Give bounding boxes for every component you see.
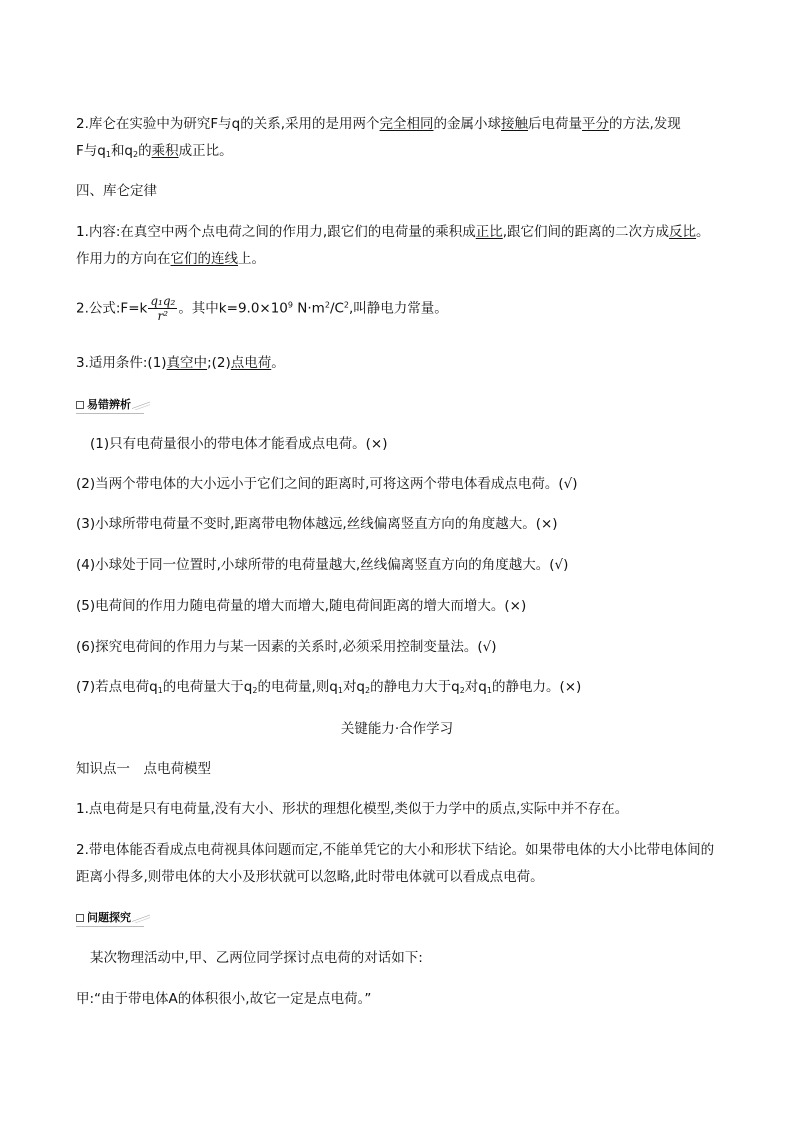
- badge-common-mistakes: [76, 396, 150, 412]
- text: ;(2): [207, 355, 231, 371]
- superscript: 2: [343, 300, 350, 310]
- badge-underline: [76, 413, 144, 414]
- judgment-item: (1)只有电荷量很小的带电体才能看成点电荷。(×): [90, 436, 388, 452]
- text: 对q: [342, 679, 366, 695]
- text: 的静电力大于q: [370, 679, 460, 695]
- text: 的金属小球: [433, 116, 502, 132]
- text: 对q: [464, 679, 487, 695]
- text: 后电荷量: [528, 116, 583, 132]
- text: /C: [329, 300, 344, 317]
- paragraph-law-formula: [76, 294, 721, 323]
- text: 的电荷量,则q: [257, 679, 338, 695]
- underline-blank: 点电荷: [230, 355, 272, 371]
- dialogue-line-jia: 甲:“由于带电体A的体积很小,故它一定是点电荷。”: [76, 991, 372, 1007]
- underline-blank: 完全相同: [379, 116, 434, 132]
- square-icon: [76, 401, 84, 409]
- subscript: 1: [486, 686, 492, 695]
- fraction-numerator: q₁q₂: [150, 294, 176, 308]
- paragraph-coulomb-experiment: [76, 111, 721, 168]
- judgment-item: [76, 677, 721, 701]
- text: 的静电力。(×): [491, 679, 582, 695]
- underline-blank: 反比: [669, 224, 697, 240]
- section-title-coulomb-law: 四、库仑定律: [76, 183, 157, 199]
- slash-decoration-icon: [132, 401, 150, 410]
- text: 2.库仑在实验中为研究F与q的关系,采用的是用两个: [76, 116, 380, 132]
- text: F与q: [76, 143, 106, 159]
- judgment-item: (5)电荷间的作用力随电荷量的增大而增大,随电荷间距离的增大而增大。(×): [76, 598, 527, 614]
- judgment-item: (3)小球所带电荷量不变时,距离带电物体越远,丝线偏离竖直方向的角度越大。(×): [76, 516, 558, 532]
- knowledge-point-title: 知识点一 点电荷模型: [76, 761, 211, 777]
- text: 。其中k=9.0×10: [178, 300, 288, 317]
- text: 的方法,发现: [609, 116, 681, 132]
- section-heading-key-abilities: 关键能力·合作学习: [340, 721, 454, 737]
- text: (7)若点电荷q: [76, 679, 158, 695]
- text: ,跟它们间的距离的二次方成: [502, 224, 670, 240]
- judgment-item: (2)当两个带电体的大小远小于它们之间的距离时,可将这两个带电体看成点电荷。(√): [76, 476, 578, 492]
- subscript: 2: [459, 686, 465, 695]
- underline-blank: 正比: [475, 224, 503, 240]
- text: 3.适用条件:(1): [76, 355, 167, 371]
- text: 的: [138, 143, 152, 159]
- square-icon: [76, 914, 84, 922]
- subscript: 1: [157, 686, 163, 695]
- text: 和q: [110, 143, 134, 159]
- judgment-item: (4)小球处于同一位置时,小球所带的电荷量越大,丝线偏离竖直方向的角度越大。(√): [76, 557, 569, 573]
- subscript: 2: [252, 686, 258, 695]
- text: 上。: [238, 251, 265, 267]
- superscript: 9: [287, 300, 293, 310]
- judgment-item: (6)探究电荷间的作用力与某一因素的关系时,必须采用控制变量法。(√): [76, 639, 497, 655]
- text: 。作用力的方向在: [76, 224, 710, 267]
- text: N·m: [293, 300, 325, 317]
- underline-blank: 它们的连线: [170, 251, 238, 267]
- underline-blank: 乘积: [151, 143, 179, 159]
- slash-decoration-icon: [132, 914, 150, 923]
- text: 2.公式:F=k: [76, 300, 148, 317]
- subscript: 1: [337, 686, 343, 695]
- superscript: 2: [324, 300, 330, 310]
- subscript: 2: [133, 150, 139, 159]
- subscript: 2: [365, 686, 371, 695]
- fraction-denominator: r²: [157, 309, 169, 323]
- formula-fraction: [148, 294, 177, 323]
- subscript: 1: [105, 150, 111, 159]
- badge-problem-exploration: [76, 909, 150, 925]
- paragraph-law-conditions: [76, 353, 721, 373]
- underline-blank: 真空中: [166, 355, 208, 371]
- underline-blank: 接触: [501, 116, 529, 132]
- badge-label: 问题探究: [87, 911, 131, 924]
- activity-intro: 某次物理活动中,甲、乙两位同学探讨点电荷的对话如下:: [90, 950, 423, 966]
- text: ,叫静电力常量。: [349, 300, 448, 317]
- text: 成正比。: [178, 143, 233, 159]
- text: 。: [271, 355, 285, 371]
- text: 的电荷量大于q: [162, 679, 253, 695]
- underline-blank: 平分: [582, 116, 610, 132]
- text: 1.内容:在真空中两个点电荷之间的作用力,跟它们的电荷量的乘积成: [76, 224, 476, 240]
- badge-label: 易错辨析: [87, 398, 131, 411]
- badge-underline: [76, 926, 144, 927]
- knowledge-point-item: 1.点电荷是只有电荷量,没有大小、形状的理想化模型,类似于力学中的质点,实际中并不存在。: [76, 801, 629, 817]
- paragraph-law-content: [76, 219, 721, 273]
- knowledge-point-item: 2.带电体能否看成点电荷视具体问题而定,不能单凭它的大小和形状下结论。如果带电体的大小比带电体间的距离小得多,则带电体的大小及形状就可以忽略,此时带电体就可以看成点电荷。: [76, 842, 715, 885]
